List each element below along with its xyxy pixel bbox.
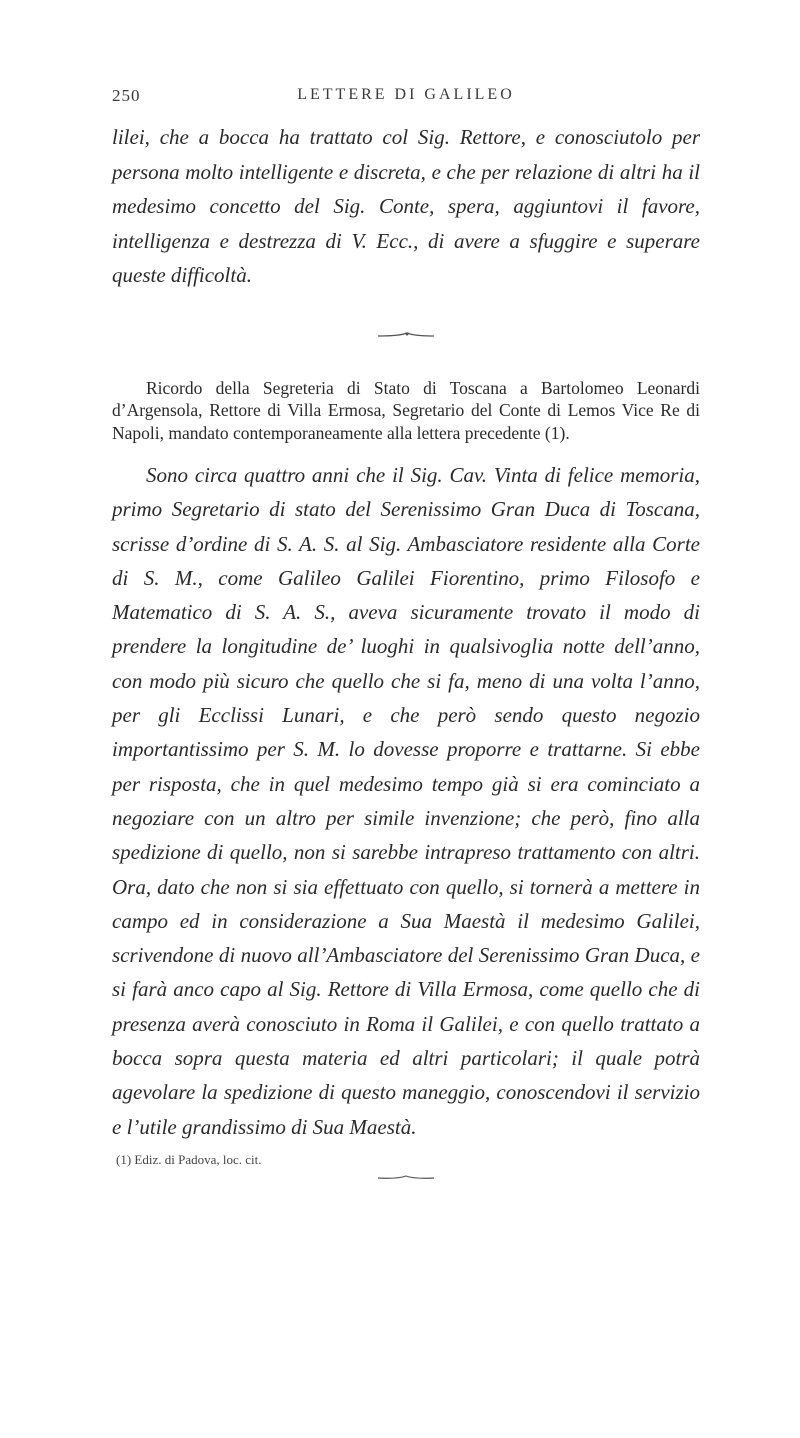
footnote: (1) Ediz. di Padova, loc. cit. [116,1151,262,1167]
end-ornament [376,1174,436,1182]
document-heading [112,377,700,445]
page-number: 250 [112,86,141,105]
document-heading-text: Ricordo della Segreteria di Stato di Toscana a Bartolomeo Leonardi d’Argensola, Rettore di Villa Ermosa, Segretario del Conte di Lemos Vice Re di Napoli, mandato contemporaneamente alla lettera precedente [112,377,700,443]
continuation-paragraph: lilei, che a bocca ha trattato col Sig. Rettore, e conosciutolo per persona molto intelligente e discreta, e che per relazione di altri ha il medesimo concetto del Sig. Conte, spera, aggiuntovi il favore, intelligenza e destrezza di V. Ecc., di avere a sfuggire e superare queste difficoltà. [112,125,700,287]
footnote-reference: (1). [544,422,570,443]
book-page [112,86,700,1182]
ornamental-separator [376,331,436,339]
running-head [112,86,700,112]
running-title: LETTERE DI GALILEO [297,86,515,103]
letter-body: Sono circa quattro anni che il Sig. Cav. Vinta di felice memoria, primo Segretario di stato del Serenissimo Gran Duca di Toscana, scrisse d’ordine di S. A. S. al Sig. Ambasciatore residente alla Corte di S. M., come Galileo Galilei Fiorentino, primo Filosofo e Matematico di S. A. S., aveva sicuramente trovato il modo di prendere la longitudine de’ luoghi in qualsivoglia notte dell’anno, con modo più sicuro che quello che si fa, meno di una volta l’anno, per gli Ecclissi Lunari, e che però sendo questo negozio importantissimo per S. M. lo dovesse proporre e trattarne. Si ebbe per risposta, che in quel medesimo tempo già si era cominciato a negoziare con un altro per simile invenzione; che però, fino alla spedizione di quello, non si sarebbe intrapreso trattamento con altri. Ora, dato che non si sia effettuato con quello, si tornerà a mettere in campo ed in considerazione a Sua Maestà il medesimo Galilei, scrivendone di nuovo all’Ambasciatore del Serenissimo Gran Duca, e si farà anco capo al Sig. Rettore di Villa Ermosa, come quello che di presenza averà conosciuto in Roma il Galilei, e con quello trattato a bocca sopra questa materia ed altri particolari; il quale potrà agevolare la spedizione di questo maneggio, conoscendovi il servizio e l’utile grandissimo di Sua Maestà. [112,463,700,1139]
